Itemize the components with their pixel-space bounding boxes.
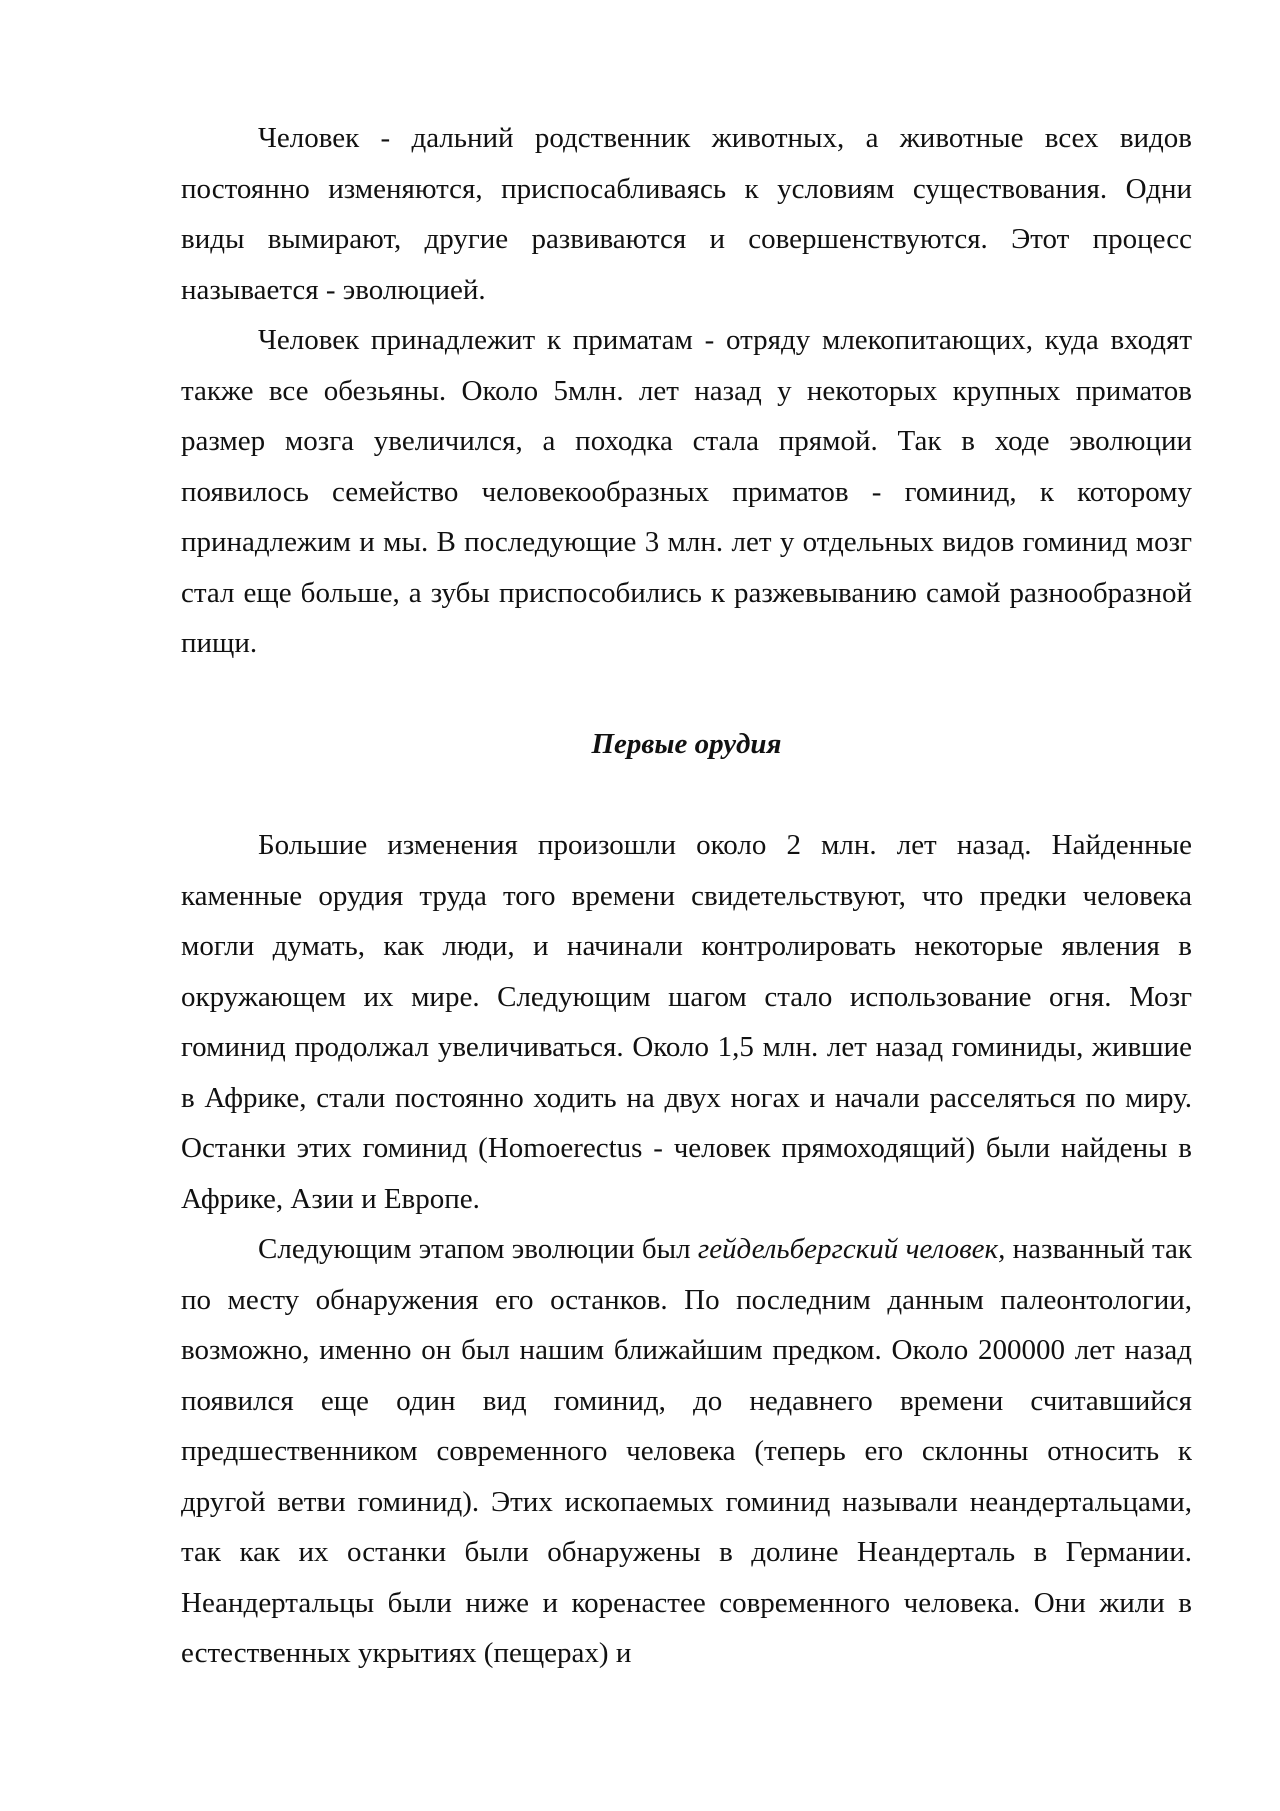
heidelberg-man-emphasis: гейдельбергский человек,: [697, 1233, 1006, 1265]
paragraph-first-tools: Большие изменения произошли около 2 млн. лет назад. Найденные каменные орудия труда того времени свидетельствуют, что предки человека могли думать, как люди, и начинали контролировать некоторые явления в окружающем их мире. Следующим шагом стало использование огня. Мозг гоминид продолжал увеличиваться. Около 1,5 млн. лет назад гоминиды, жившие в Африке, стали постоянно ходить на двух ногах и начали расселяться по миру. Останки этих гоминид (Homoerectus - человек прямоходящий) были найдены в Африке, Азии и Европе.: [181, 829, 1192, 1215]
paragraph-primates: Человек принадлежит к приматам - отряду млекопитающих, куда входят также все обезьяны. Около 5млн. лет назад у некоторых крупных приматов размер мозга увеличился, а походка стала прямой. Так в ходе эволюции появилось семейство человекообразных приматов - гоминид, к которому принадлежим и мы. В последующие 3 млн. лет у отдельных видов гоминид мозг стал еще больше, а зубы приспособились к разжевыванию самой разнообразной пищи.: [181, 324, 1192, 659]
paragraph-heidelberg: [181, 1224, 1192, 1679]
paragraph-heidelberg-rest: названный так по месту обнаружения его останков. По последним данным палеонтологии, возможно, именно он был нашим ближайшим предком. Около 200000 лет назад появился еще один вид гоминид, до недавнего времени считавшийся предшественником современного человека (теперь его склонны относить к другой ветви гоминид). Этих ископаемых гоминид называли неандертальцами, так как их останки были обнаружены в долине Неандерталь в Германии. Неандертальцы были ниже и коренастее современного человека. Они жили в естественных укрытиях (пещерах) и: [181, 1233, 1192, 1669]
document-page: [181, 113, 1192, 1679]
paragraph-heidelberg-start: Следующим этапом эволюции был: [258, 1233, 698, 1265]
section-heading: Первые орудия: [591, 727, 782, 760]
paragraph-evolution-intro: Человек - дальний родственник животных, а животные всех видов постоянно изменяются, приспосабливаясь к условиям существования. Одни виды вымирают, другие развиваются и совершенствуются. Этот процесс называется - эволюцией.: [181, 122, 1192, 306]
